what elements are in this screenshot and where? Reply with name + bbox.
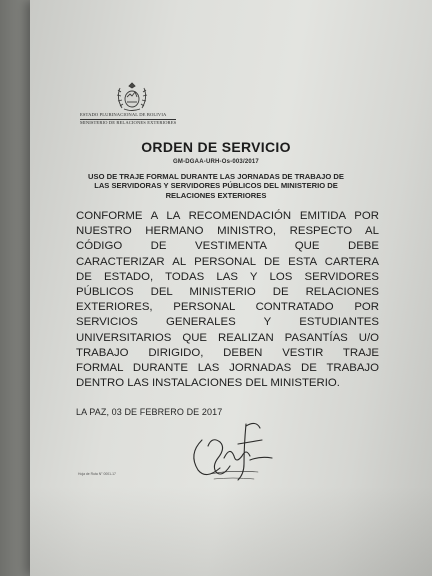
- subject-line: RELACIONES EXTERIORES: [165, 190, 267, 200]
- body-line: FORMAL DURANTE LAS JORNADAS DE TRABAJO: [76, 362, 379, 375]
- body-line: SERVICIOS GENERALES Y ESTUDIANTES: [76, 316, 379, 329]
- body-line: DENTRO LAS INSTALACIONES DEL MINISTERIO.: [76, 377, 340, 390]
- document-date: LA PAZ, 03 DE FEBRERO DE 2017: [76, 407, 223, 417]
- body-line: CONFORME A LA RECOMENDACIÓN EMITIDA POR: [76, 210, 379, 222]
- subject-line: LAS SERVIDORAS Y SERVIDORES PÚBLICOS DEL MINISTERIO DE: [94, 181, 338, 191]
- body-line: PÚBLICOS DEL MINISTERIO DE RELACIONES: [76, 286, 379, 299]
- body-line: EXTERIORES, PERSONAL CONTRATADO POR: [76, 301, 379, 314]
- document-body: [76, 209, 379, 391]
- body-line: CÓDIGO DE VESTIMENTA QUE DEBE: [76, 240, 379, 253]
- issuing-entity: [80, 112, 190, 126]
- estado-line-2: MINISTERIO DE RELACIONES EXTERIORES: [80, 119, 177, 125]
- coat-of-arms-icon: [112, 80, 152, 112]
- page-shadow: [30, 486, 432, 576]
- footnote-reference: Hoja de Ruta N° 0001-17: [78, 472, 116, 476]
- body-line: NUESTRO HERMANO MINISTRO, RESPECTO AL: [76, 225, 379, 238]
- body-line: CARACTERIZAR AL PERSONAL DE ESTA CARTERA: [76, 255, 379, 268]
- subject-line: USO DE TRAJE FORMAL DURANTE LAS JORNADAS DE TRABAJO DE: [88, 172, 344, 181]
- document-subject: [0, 172, 432, 200]
- body-line: DE ESTADO, TODAS LAS Y LOS SERVIDORES: [76, 270, 379, 283]
- body-line: TRABAJO DIRIGIDO, DEBEN VESTIR TRAJE: [76, 346, 379, 359]
- document-code: GM-DGAA-URH-Os-003/2017: [173, 159, 259, 165]
- body-line: UNIVERSITARIOS QUE REALIZAN PASANTÍAS U/O: [76, 331, 379, 344]
- handwritten-signature-icon: [180, 400, 290, 490]
- document-title: ORDEN DE SERVICIO: [141, 139, 291, 155]
- estado-line-1: ESTADO PLURINACIONAL DE BOLIVIA: [80, 112, 167, 117]
